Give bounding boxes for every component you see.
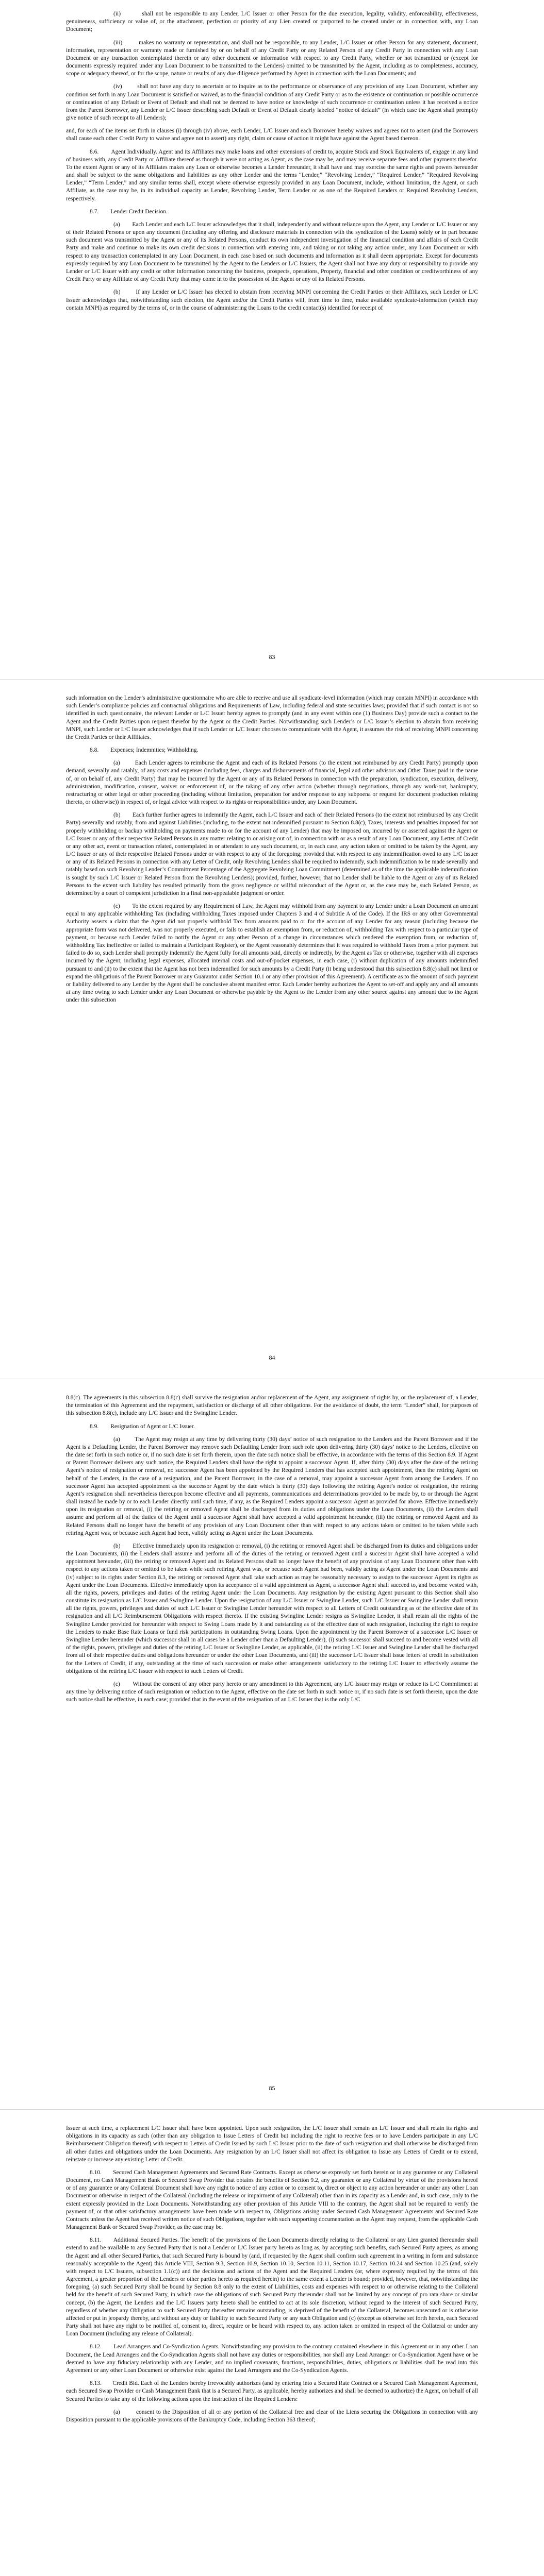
page-number: 83 bbox=[269, 653, 275, 660]
page-divider bbox=[0, 2109, 544, 2110]
section-8-9-b: (b) Effective immediately upon its resignation or removal, (i) the retiring or removed Agent shall be discharged from its duties and obligations under the Loan Documents, (ii) the Lenders shall assume and perform all of the duties of the retiring or removed Agent until a successor Agent shall have accepted a valid appointment hereunder, (iii) the retiring or removed Agent and its Related Persons shall no longer have the benefit of any provision of any Loan Document other than with respect to any actions taken or omitted to be taken while such retiring Agent was, or because such Agent had been, validly acting as Agent under the Loan Documents and (iv) subject to its rights under Section 8.3, the retiring or removed Agent shall take such action as may be reasonably necessary to assign to the successor Agent its rights as Agent under the Loan Documents. Effective immediately upon its acceptance of a valid appointment as Agent, a successor Agent shall succeed to, and become vested with, all the rights, powers, privileges and duties of the retiring Agent under the Loan Documents. Any resignation by the existing Agent pursuant to this Section shall also constitute its resignation as L/C Issuer and Swingline Lender. Upon the resignation of any L/C Issuer or Swingline Lender, such L/C Issuer or Swingline Lender shall retain all the rights, powers, privileges and duties of such L/C Issuer or Swingline Lender hereunder with respect to all Letters of Credit outstanding as of the effective date of its resignation and all L/C Reimbursement Obligations with respect thereto. If the existing Swingline Lender resigns as Swingline Lender, it shall retain all the rights of the Swingline Lender provided for hereunder with respect to Swing Loans made by it and outstanding as of the effective date of such resignation, including the right to require the Lenders to make Base Rate Loans or fund risk participations in outstanding Swing Loans. Upon the appointment by the Parent Borrower of a successor L/C Issuer or Swingline Lender hereunder (which successor shall in all cases be a Lender other than a Defaulting Lender), (i) such successor shall succeed to and become vested with all of the rights, powers, privileges and duties of the retiring L/C Issuer or Swingline Lender, as applicable, (ii) the retiring L/C Issuer and Swingline Lender shall be discharged from all of their respective duties and obligations hereunder or under the other Loan Documents, and (iii) the successor L/C Issuer shall issue letters of credit in substitution for the Letters of Credit, if any, outstanding at the time of such succession or make other arrangements satisfactory to the retiring L/C Issuer to effectively assume the obligations of the retiring L/C Issuer with respect to such Letters of Credit. bbox=[66, 1543, 478, 1674]
page-number: 84 bbox=[269, 1354, 275, 1361]
lc-issuer-continuation: Issuer at such time, a replacement L/C Issuer shall have been appointed. Upon such resignation, the L/C Issuer shall remain an L/C Issuer and shall retain its rights and obligations in its capacity as such (other than any obligation to Issue Letters of Credit but including the right to receive fees or to have Lenders participate in any L/C Reimbursement Obligation thereof) with respect to Letters of Credit Issued by such L/C Issuer prior to the date of such resignation and shall otherwise be discharged from all other duties and obligations under the Loan Documents. Any resignation by an L/C Issuer shall not affect its obligation to Issue any Letters of Credit or to extend, reinstate or increase any existing Letter of Credit. bbox=[66, 2125, 478, 2163]
section-8-13-a: (a) consent to the Disposition of all or any portion of the Collateral free and clear of the Liens securing the Obligations in connection with any Disposition pursuant to the applicable provisions of the Bankruptcy Code, including Section 363 thereof; bbox=[66, 2409, 478, 2423]
page-divider bbox=[0, 679, 544, 680]
section-8-9-c: (c) Without the consent of any other party hereto or any amendment to this Agreement, any L/C Issuer may resign or reduce its L/C Commitment at any time by delivering notice of such resignation or reduction to the Agent, effective on the date set forth in such notice or, if no such date is set forth therein, upon the date such notice shall be effective, in each case; provided that in the event of the resignation of an L/C Issuer that is the only L/C bbox=[66, 1681, 478, 1703]
section-8-12: 8.12. Lead Arrangers and Co-Syndication Agents. Notwithstanding any provision to the contrary contained elsewhere in this Agreement or in any other Loan Document, the Lead Arrangers and the Co-Syndication Agents shall not have any duties or responsibilities, nor shall any Lead Arranger or Co-Syndication Agent have or be deemed to have any fiduciary relationship with any Lender, and no implied covenants, functions, responsibilities, duties, obligations or liabilities shall be read into this Agreement or any other Loan Document or otherwise exist against the Lead Arrangers and the Co-Syndication Agents. bbox=[66, 2344, 478, 2374]
section-8-8-c: (c) To the extent required by any Requirement of Law, the Agent may withhold from any payment to any Lender under a Loan Document an amount equal to any applicable withholding Tax (including withholding Taxes imposed under Chapters 3 and 4 of Subtitle A of the Code). If the IRS or any other Governmental Authority asserts a claim that the Agent did not properly withhold Tax from amounts paid to or for the account of any Lender for any reason (including because the appropriate form was not delivered, was not properly executed, or fails to establish an exemption from, or reduction of, withholding Tax with respect to a particular type of payment, or because such Lender failed to notify the Agent or any other Person of a change in circumstances which rendered the exemption from, or reduction of, withholding Tax ineffective or failed to maintain a Participant Register), or the Agent reasonably determines that it was required to withhold Taxes from a prior payment but failed to do so, such Lender shall promptly indemnify the Agent fully for all amounts paid, directly or indirectly, by the Agent as Tax or otherwise, together with all expenses incurred by the Agent, including legal expenses, allocated internal costs and out-of-pocket expenses, in each case, (i) without duplication of any amounts indemnified pursuant to and (ii) to the extent that the Agent has not been indemnified for such amounts by a Credit Party (it being understood that this subsection 8.8(c) shall not limit or expand the obligations of the Parent Borrower or any Guarantor under Section 10.1 or any other provision of this Agreement). A certificate as to the amount of such payment or liability delivered to any Lender by the Agent shall be conclusive absent manifest error. Each Lender hereby authorizes the Agent to set-off and apply any and all amounts at any time owing to such Lender under any Loan Document or otherwise payable by the Agent to the Lender from any other source against any amount due to the Agent under this subsection bbox=[66, 903, 478, 1004]
document-page-83 bbox=[0, 10, 544, 639]
section-8-7-heading: 8.7. Lender Credit Decision. bbox=[90, 208, 168, 215]
document-page-84 bbox=[0, 694, 544, 1328]
section-8-11: 8.11. Additional Secured Parties. The benefit of the provisions of the Loan Documents directly relating to the Collateral or any Lien granted thereunder shall extend to and be available to any Secured Party that is not a Lender or L/C Issuer party hereto as long as, by accepting such benefits, such Secured Party agrees, as among the Agent and all other Secured Parties, that such Secured Party is bound by (and, if requested by the Agent shall confirm such agreement in a writing in form and substance reasonably acceptable to the Agent) this Article VIII, Section 9.3, Section 10.9, Section 10.10, Section 10.11, Section 10.17, Section 10.24 and Section 10.25 (and, solely with respect to L/C Issuers, subsection 1.1(c)) and the decisions and actions of the Agent and the Required Lenders (or, where expressly required by the terms of this Agreement, a greater proportion of the Lenders or other parties hereto as required herein) to the same extent a Lender is bound; provided, however, that, notwithstanding the foregoing, (a) such Secured Party shall be bound by Section 8.8 only to the extent of Liabilities, costs and expenses with respect to or otherwise relating to the Collateral held for the benefit of such Secured Party, in which case the obligations of such Secured Party thereunder shall not be limited by any concept of pro rata share or similar concept, (b) the Agent, the Lenders and the L/C Issuers party hereto shall be entitled to act at its sole discretion, without regard to the interest of such Secured Party, regardless of whether any Obligation to such Secured Party thereafter remains outstanding, is deprived of the benefit of the Collateral, becomes unsecured or is otherwise affected or put in jeopardy thereby, and without any duty or liability to such Secured Party or any such Obligation and (c) (except as otherwise set forth herein, each Secured Party shall not have any right to be notified of, consent to, direct, require or be heard with respect to, any action taken or omitted in respect of the Collateral or under any Loan Document (including any release of Collateral). bbox=[66, 2237, 478, 2337]
section-8-13: 8.13. Credit Bid. Each of the Lenders hereby irrevocably authorizes (and by entering into a Secured Rate Contract or a Secured Cash Management Agreement, each Secured Swap Provider or Cash Management Bank that is a Secured Party, as applicable, hereby authorizes and shall be deemed to authorize) the Agent, on behalf of all Secured Parties to take any of the following actions upon the instruction of the Required Lenders: bbox=[66, 2380, 478, 2402]
section-8-7-a: (a) Each Lender and each L/C Issuer acknowledges that it shall, independently and without reliance upon the Agent, any Lender or L/C Issuer or any of their Related Persons or upon any document (including any offering and disclosure materials in connection with the syndication of the Loans) solely or in part because such document was transmitted by the Agent or any of its Related Persons, conduct its own independent investigation of the financial condition and affairs of each Credit Party and make and continue to make its own credit decisions in connection with entering into, and taking or not taking any action under, any Loan Document or with respect to any transaction contemplated in any Loan Document, in each case based on such documents and information as it shall deem appropriate. Except for documents expressly required by any Loan Document to be transmitted by the Agent to the Lenders or L/C Issuers, the Agent shall not have any duty or responsibility to provide any Lender or L/C Issuer with any credit or other information concerning the business, prospects, operations, Property, financial and other condition or creditworthiness of any Credit Party or any Affiliate of any Credit Party that may come in to the possession of the Agent or any of its Related Persons. bbox=[66, 221, 478, 283]
section-8-7-b: (b) If any Lender or L/C Issuer has elected to abstain from receiving MNPI concerning the Credit Parties or their Affiliates, such Lender or L/C Issuer acknowledges that, notwithstanding such election, the Agent and/or the Credit Parties will, from time to time, make available syndicate-information (which may contain MNPI) as required by the terms of, or in the course of administering the Loans to the credit contact(s) identified for receipt of bbox=[66, 289, 478, 311]
section-8-9-heading: 8.9. Resignation of Agent or L/C Issuer. bbox=[90, 1423, 195, 1430]
waiver-paragraph: and, for each of the items set forth in clauses (i) through (iv) above, each Lender, L/C Issuer and each Borrower hereby waives and agrees not to assert (and the Borrowers shall cause each other Credit Party to waive and agree not to assert) any right, claim or cause of action it might have against the Agent based thereon. bbox=[66, 128, 478, 142]
document-page-86 bbox=[0, 2125, 544, 2576]
section-8-8-heading: 8.8. Expenses; Indemnities; Withholding. bbox=[90, 747, 199, 754]
page-number: 85 bbox=[269, 2084, 275, 2092]
mnpi-continuation: such information on the Lender’s administrative questionnaire who are able to receive and use all syndicate-level information (which may contain MNPI) in accordance with such Lender’s compliance policies and contractual obligations and Requirements of Law, including federal and state securities laws; provided that if such contact is not so identified in such questionnaire, the relevant Lender or L/C Issuer hereby agrees to promptly (and in any event within one (1) Business Day) provide such a contact to the Agent and the Credit Parties upon request therefor by the Agent or the Credit Parties. Notwithstanding such Lender’s or L/C Issuer’s election to abstain from receiving MNPI, such Lender or L/C Issuer acknowledges that if such Lender or L/C Issuer chooses to communicate with the Agent, it assumes the risk of receiving MNPI concerning the Credit Parties or their Affiliates. bbox=[66, 695, 478, 740]
section-8-6: 8.6. Agent Individually. Agent and its Affiliates may make loans and other extensions of credit to, acquire Stock and Stock Equivalents of, engage in any kind of business with, any Credit Party or Affiliate thereof as though it were not acting as Agent, as the case may be, and may receive separate fees and other payments therefor. To the extent Agent or any of its Affiliates makes any Loan or otherwise becomes a Lender hereunder, it shall have and may exercise the same rights and powers hereunder and shall be subject to the same obligations and liabilities as any other Lender and the terms “Lender,” “Revolving Lender,” “Required Lender,” “Required Revolving Lender,” “Term Lender,” and any similar terms shall, except where otherwise expressly provided in any Loan Document, include, without limitation, the Agent, or such Affiliate, as the case may be, in its individual capacity as Lender, Revolving Lender, Term Lender or as one of the Required Lenders or Required Revolving Lenders, respectively. bbox=[66, 148, 478, 202]
section-8-8-c-continuation: 8.8(c). The agreements in this subsection 8.8(c) shall survive the resignation and/or replacement of the Agent, any assignment of rights by, or the replacement of, a Lender, the termination of this Agreement and the repayment, satisfaction or discharge of all other obligations. For the avoidance of doubt, the term “Lender” shall, for purposes of this subsection 8.8(c), include any L/C Issuer and the Swingline Lender. bbox=[66, 1395, 478, 1417]
section-8-8-b: (b) Each further further agrees to indemnify the Agent, each L/C Issuer and each of their Related Persons (to the extent not reimbursed by any Credit Party) severally and ratably, from and against Liabilities (including, to the extent not indemnified pursuant to Section 8.8(c), Taxes, interests and penalties imposed for not properly withholding or backup withholding on payments made to or for the account of any Lender) that may be imposed on, incurred by or asserted against the Agent or L/C Issuer or any of their respective Related Persons in any matter relating to or arising out of, in connection with or as a result of any Loan Document, any Letter of Credit or any other act, event or transaction related, contemplated in or attendant to any such document, or, in each case, any action taken or omitted to be taken by the Agent, any L/C Issuer or any of their respective Related Persons under or with respect to any of the foregoing; provided that with respect to any indemnification owed to any L/C Issuer or any of its Related Persons in connection with any Letter of Credit, only Revolving Lenders shall be required to indemnify, such indemnification to be made severally and ratably based on such Revolving Lender’s Commitment Percentage of the Aggregate Revolving Loan Commitment (determined as of the time the applicable indemnification is sought by such L/C Issuer or Related Person from the Revolving Lenders); provided, further, however, that no Lender shall be liable to the Agent or any of its Related Persons to the extent such liability has resulted primarily from the gross negligence or willful misconduct of the Agent or, as the case may be, such Related Person, as determined by a court of competent jurisdiction in a final non-appealable judgment or order. bbox=[66, 812, 478, 896]
section-8-10: 8.10. Secured Cash Management Agreements and Secured Rate Contracts. Except as otherwise expressly set forth herein or in any guarantee or any Collateral Document, no Cash Management Bank or Secured Swap Provider that obtains the benefits of Section 9.2, any guarantee or any Collateral by virtue of the provisions hereof or of any guarantee or any Collateral Document shall have any right to notice of any action or to consent to, direct or object to any action hereunder or under any other Loan Document or otherwise in respect of the Collateral (including the release or impairment of any Collateral) other than in its capacity as a Lender and, in such case, only to the extent expressly provided in the Loan Documents. Notwithstanding any other provision of this Article VIII to the contrary, the Agent shall not be required to verify the payment of, or that other satisfactory arrangements have been made with respect to, Obligations arising under Secured Cash Management Agreements and Secured Rate Contracts unless the Agent has received written notice of such Obligations, together with such supporting documentation as the Agent may request, from the applicable Cash Management Bank or Secured Swap Provider, as the case may be. bbox=[66, 2169, 478, 2231]
document-page-85 bbox=[0, 1394, 544, 2064]
section-8-9-a: (a) The Agent may resign at any time by delivering thirty (30) days’ notice of such resignation to the Lenders and the Parent Borrower and if the Agent is a Defaulting Lender, the Parent Borrower may remove such Defaulting Lender from such role upon delivering thirty (30) days’ notice to the Lenders, effective on the date set forth in such notice or, if no such date is set forth therein, upon the date such notice shall be effective, in accordance with the terms of this Section 8.9. If Agent or Parent Borrower delivers any such notice, the Required Lenders shall have the right to appoint a successor Agent. If, after thirty (30) days after the date of the retiring Agent’s notice of resignation or removal, no successor Agent has been appointed by the Required Lenders that has accepted such appointment, then the retiring Agent on behalf of the Lenders, in the case of a resignation, and the Parent Borrower, in the case of a removal, may appoint a successor Agent from among the Lenders. If no successor Agent has accepted appointment as the successor Agent by the date which is thirty (30) days following the retiring Agent’s notice of resignation, the retiring Agent’s resignation shall nevertheless thereupon become effective and all payments, communications and determinations provided to be made by, to or through the Agent shall instead be made by or to each Lender directly until such time, if any, as the Required Lenders appoint a successor Agent as provided for above. Effective immediately upon its resignation or removal, (i) the retiring or removed Agent shall be discharged from its duties and obligations under the Loan Documents, (ii) the Lenders shall assume and perform all of the duties of the Agent until a successor Agent shall have accepted a valid appointment hereunder, (iii) the retiring or removed Agent and its Related Persons shall no longer have the benefit of any provision of any Loan Document other than with respect to any actions taken or omitted to be taken while such retiring Agent was, or because such Agent had been, validly acting as Agent under the Loan Documents. bbox=[66, 1436, 478, 1536]
section-8-8-a: (a) Each Lender agrees to reimburse the Agent and each of its Related Persons (to the extent not reimbursed by any Credit Party) promptly upon demand, severally and ratably, of any costs and expenses (including fees, charges and disbursements of financial, legal and other advisors and Other Taxes paid in the name of, or on behalf of, any Credit Party) that may be incurred by the Agent or any of its Related Persons in connection with the preparation, syndication, execution, delivery, administration, modification, consent, waiver or enforcement of, or the taking of any other action (whether through negotiations, through any work-out, bankruptcy, restructuring or other legal or other proceeding (including without limitation, preparation for and/or response to any subpoena or request for document production relating thereto, or otherwise)) in respect of, or legal advice with respect to its rights or responsibilities under, any Loan Document. bbox=[66, 760, 478, 806]
clause-ii: (ii) shall not be responsible to any Lender, L/C Issuer or other Person for the due execution, legality, validity, enforceability, effectiveness, genuineness, sufficiency or value of, or the attachment, perfection or priority of any Lien created or purported to be created under or in connection with, any Loan Document; bbox=[66, 11, 478, 33]
clause-iii: (iii) makes no warranty or representation, and shall not be responsible, to any Lender, L/C Issuer or other Person for any statement, document, information, representation or warranty made or furnished by or on behalf of any Credit Party or any Related Person of any Credit Party in connection with any Loan Document or any transaction contemplated therein or any other document or information with respect to any Credit Party, whether or not transmitted or (except for documents expressly required under any Loan Document to be transmitted to the Lenders) omitted to be transmitted by the Agent, including as to completeness, accuracy, scope or adequacy thereof, or for the scope, nature or results of any due diligence performed by Agent in connection with the Loan Documents; and bbox=[66, 39, 478, 77]
clause-iv: (iv) shall not have any duty to ascertain or to inquire as to the performance or observance of any provision of any Loan Document, whether any condition set forth in any Loan Document is satisfied or waived, as to the financial condition of any Credit Party or as to the existence or continuation or possible occurrence or continuation of any Default or Event of Default and shall not be deemed to have notice or knowledge of such occurrence or continuation unless it has received a notice from the Parent Borrower, any Lender or L/C Issuer describing such Default or Event of Default clearly labeled “notice of default” (in which case the Agent shall promptly give notice of such receipt to all Lenders); bbox=[66, 83, 478, 122]
